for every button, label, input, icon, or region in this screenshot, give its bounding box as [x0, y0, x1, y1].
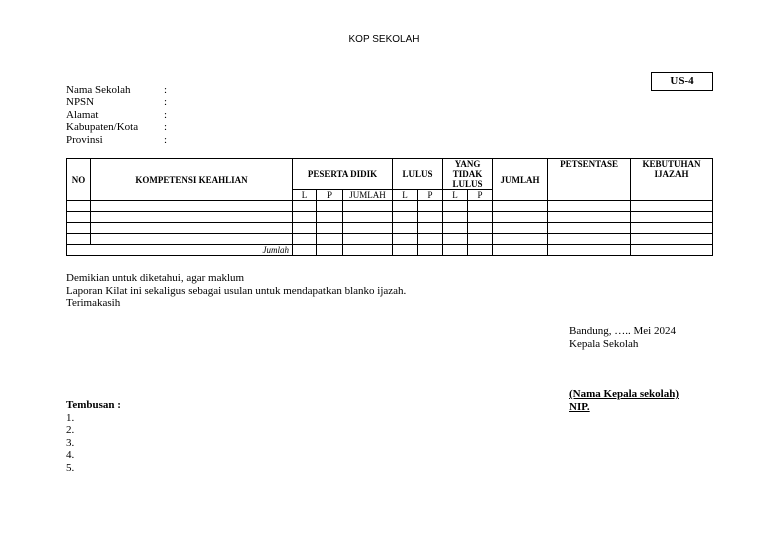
info-label: Provinsi: [66, 134, 103, 146]
header-kompetensi: KOMPETENSI KEAHLIAN: [91, 159, 293, 201]
info-separator: :: [164, 96, 168, 108]
info-row-province: [66, 134, 167, 147]
closing-line: Terimakasih: [66, 297, 121, 309]
signature-nip: NIP.: [569, 400, 590, 413]
form-code-box: US-4: [651, 72, 713, 91]
tembusan-item: 1.: [66, 411, 75, 424]
info-separator: :: [164, 121, 168, 133]
total-label: Jumlah: [67, 245, 293, 256]
tembusan-block: [66, 399, 121, 474]
sub-header-p: P: [418, 190, 443, 201]
info-label: Kabupaten/Kota: [66, 121, 139, 133]
info-separator: :: [164, 84, 168, 96]
sub-header-l: L: [393, 190, 418, 201]
tembusan-item: 2.: [66, 424, 75, 436]
tembusan-item: 3.: [66, 436, 75, 449]
signature-role: Kepala Sekolah: [569, 337, 639, 350]
header-lulus: LULUS: [393, 159, 443, 190]
info-label: Alamat: [66, 109, 99, 121]
info-row-regency: [66, 121, 167, 134]
info-label: NPSN: [66, 96, 95, 108]
sub-header-l: L: [293, 190, 317, 201]
header-jumlah: JUMLAH: [493, 159, 548, 201]
closing-text: [66, 272, 406, 310]
closing-line: Demikian untuk diketahui, agar maklum: [66, 272, 245, 284]
info-separator: :: [164, 134, 168, 146]
info-label: Nama Sekolah: [66, 84, 131, 96]
table-row: [67, 234, 713, 245]
signature-block: [569, 325, 676, 350]
signature-name: (Nama Kepala sekolah): [569, 388, 679, 400]
info-row-npsn: [66, 96, 167, 109]
signature-name-block: [569, 388, 679, 413]
header-tidak-lulus: YANG TIDAK LULUS: [443, 159, 493, 190]
header-peserta-didik: PESERTA DIDIK: [293, 159, 393, 190]
tembusan-item: 5.: [66, 461, 75, 474]
header-no: NO: [67, 159, 91, 201]
tembusan-title: Tembusan :: [66, 399, 121, 411]
sub-header-jumlah: JUMLAH: [343, 190, 393, 201]
sub-header-p: P: [317, 190, 343, 201]
table-row: [67, 223, 713, 234]
sub-header-l: L: [443, 190, 468, 201]
tembusan-item: 4.: [66, 449, 75, 461]
table-total-row: [67, 245, 713, 256]
signature-place-date: Bandung, ….. Mei 2024: [569, 325, 676, 337]
header-persentase: PETSENTASE: [548, 159, 631, 201]
header-kebutuhan-ijazah: KEBUTUHAN IJAZAH: [631, 159, 713, 201]
header-title: KOP SEKOLAH: [348, 34, 420, 45]
table-row: [67, 212, 713, 223]
info-separator: :: [164, 109, 168, 121]
sub-header-p: P: [468, 190, 493, 201]
closing-line: Laporan Kilat ini sekaligus sebagai usulan untuk mendapatkan blanko ijazah.: [66, 284, 407, 297]
report-table: [66, 158, 713, 256]
table-row: [67, 201, 713, 212]
